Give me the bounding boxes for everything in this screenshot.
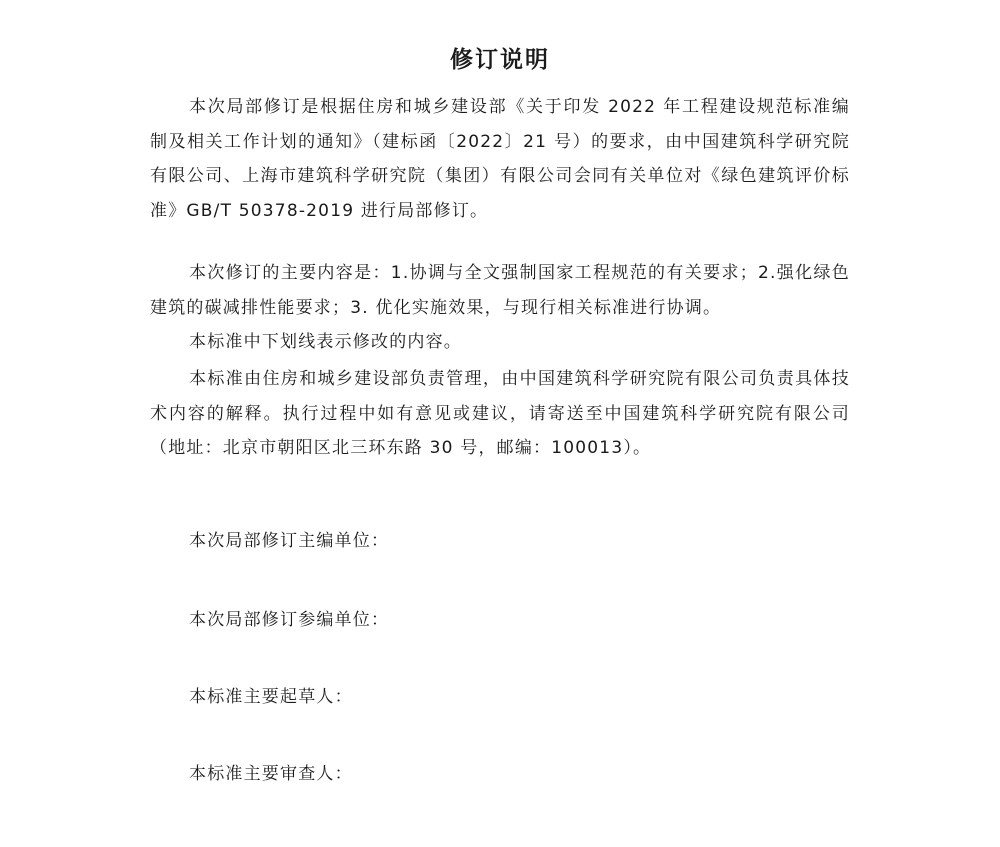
paragraph-revision-content: 本次修订的主要内容是：1.协调与全文强制国家工程规范的有关要求；2.强化绿色建筑的碳减排性能要求；3. 优化实施效果，与现行相关标准进行协调。 xyxy=(150,263,850,318)
paragraph-management-contact: 本标准由住房和城乡建设部负责管理，由中国建筑科学研究院有限公司负责具体技术内容的解释。执行过程中如有意见或建议，请寄送至中国建筑科学研究院有限公司（地址：北京市朝阳区北三环东路 30 号，邮编：100013）。 xyxy=(150,369,850,458)
main-drafters-label: 本标准主要起草人： xyxy=(189,687,353,707)
chief-editor-unit-label: 本次局部修订主编单位： xyxy=(189,531,390,551)
participating-editor-unit-label: 本次局部修订参编单位： xyxy=(189,610,390,630)
paragraph-revision-basis: 本次局部修订是根据住房和城乡建设部《关于印发 2022 年工程建设规范标准编制及相关工作计划的通知》（建标函〔2022〕21 号）的要求，由中国建筑科学研究院有限公司、上海市建筑科学研究院（集团）有限公司会同有关单位对《绿色建筑评价标准》GB/T 50378-2019 进行局部修订。 xyxy=(150,97,850,221)
document-title: 修订说明 xyxy=(450,47,550,73)
main-reviewers-label: 本标准主要审查人： xyxy=(189,764,353,784)
paragraph-underline-note: 本标准中下划线表示修改的内容。 xyxy=(189,332,462,352)
